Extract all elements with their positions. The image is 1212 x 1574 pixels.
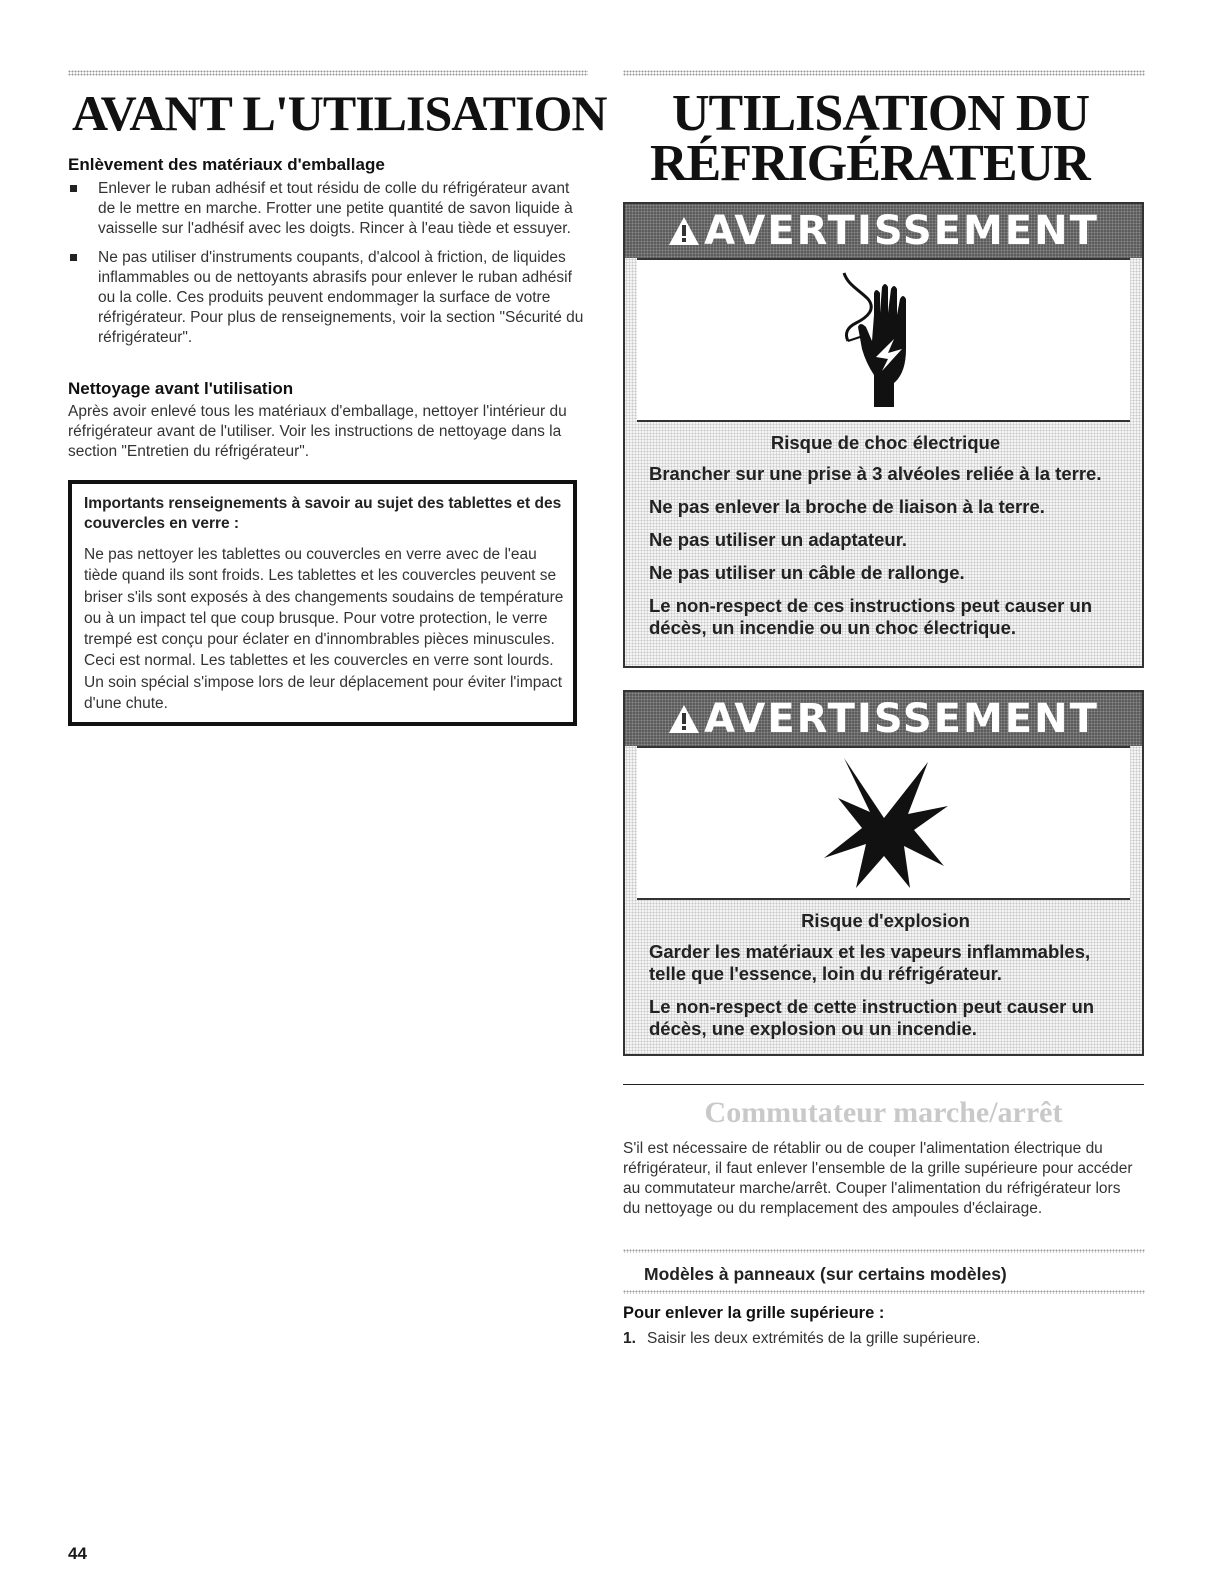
warning-line: Brancher sur une prise à 3 alvéoles reliée à la terre.: [649, 463, 1102, 484]
cleaning-paragraph: Après avoir enlevé tous les matériaux d'emballage, nettoyer l'intérieur du réfrigérateur avant de l'utiliser. Voir les instructions de nettoyage dans la section "Entretien du réfrigérateur".: [68, 403, 567, 460]
list-item: Enlever le ruban adhésif et tout résidu de colle du réfrigérateur avant de le mettre en marche. Frotter une petite quantité de savon liquide à vaisselle sur l'adhésif avec les doigts. Rincer à l'eau tiède et essuyer.: [68, 179, 588, 239]
warning-title: AVERTISSEMENT: [704, 208, 1099, 254]
warning-line: Ne pas utiliser un adaptateur.: [649, 529, 908, 550]
warning-triangle-icon: [668, 704, 700, 734]
step-number: 1.: [623, 1330, 636, 1347]
warning-header: [625, 204, 1142, 258]
switch-section-title: Commutateur marche/arrêt: [704, 1096, 1063, 1129]
packaging-bullet-list: [68, 179, 588, 357]
electric-shock-hand-icon: [637, 258, 1130, 422]
warning-line: Le non-respect de ces instructions peut causer un décès, un incendie ou un choc électrique.: [649, 595, 1093, 638]
step-text: Saisir les deux extrémités de la grille supérieure.: [647, 1330, 981, 1347]
warning-line: Ne pas utiliser un câble de rallonge.: [649, 562, 965, 583]
section-divider: [623, 1084, 1144, 1085]
top-rule-left: [68, 70, 588, 76]
switch-paragraph: S'il est nécessaire de rétablir ou de couper l'alimentation électrique du réfrigérateur, il faut enlever l'ensemble de la grille supérieure pour accéder au commutateur marche/arrêt. Couper l'alimentation du réfrigérateur lors du nettoyage ou du remplacement des ampoules d'éclairage.: [623, 1140, 1133, 1217]
subsection-rule-bottom: [623, 1290, 1145, 1294]
list-item: Ne pas utiliser d'instruments coupants, d'alcool à friction, de liquides inflammables ou de nettoyants abrasifs pour enlever le ruban adhésif ou la colle. Ces produits peuvent endommager la surface de votre réfrigérateur. Pour plus de renseignements, voir la section "Sécurité du réfrigérateur".: [68, 248, 588, 348]
step-item: [623, 1329, 1138, 1349]
subsection-title: Modèles à panneaux (sur certains modèles): [644, 1264, 1007, 1284]
top-rule-right: [623, 70, 1145, 76]
page-title-left: AVANT L'UTILISATION: [72, 85, 607, 141]
warning-line: Ne pas enlever la broche de liaison à la terre.: [649, 496, 1045, 517]
page-title-right-line1: UTILISATION DU: [672, 85, 1090, 142]
info-box-heading: Importants renseignements à savoir au sujet des tablettes et des couvercles en verre :: [84, 495, 562, 532]
warning-line: Garder les matériaux et les vapeurs inflammables, telle que l'essence, loin du réfrigérateur.: [649, 941, 1091, 984]
warning-box-electric: [623, 202, 1144, 668]
info-box-text: Ne pas nettoyer les tablettes ou couvercles en verre avec de l'eau tiède quand ils sont froids. Les tablettes et les couvercles peuvent se briser s'ils sont exposés à des changements soudains de température ou à un impact tel que coup brusque. Pour votre protection, le verre trempé est conçu pour éclater en d'innombrables pièces minuscules. Ceci est normal. Les tablettes et les couvercles en verre sont lourds. Un soin spécial s'impose lors de leur déplacement pour éviter l'impact d'une chute.: [84, 546, 564, 713]
warning-line: Le non-respect de cette instruction peut causer un décès, une explosion ou un incendie.: [649, 996, 1095, 1039]
bullet-square-icon: [70, 254, 77, 261]
page-title-right-line2: RÉFRIGÉRATEUR: [650, 135, 1090, 192]
section-heading-packaging: Enlèvement des matériaux d'emballage: [68, 155, 385, 174]
warning-header: [625, 692, 1142, 746]
warning-title: AVERTISSEMENT: [704, 696, 1099, 742]
explosion-icon: [637, 746, 1130, 900]
section-heading-cleaning: Nettoyage avant l'utilisation: [68, 379, 294, 398]
glass-shelves-info-box: [68, 480, 577, 726]
page-number: 44: [68, 1544, 87, 1563]
warning-risk-title: Risque d'explosion: [801, 910, 970, 931]
subsection-rule-top: [623, 1249, 1145, 1253]
warning-box-explosion: [623, 690, 1144, 1056]
warning-risk-title: Risque de choc électrique: [770, 432, 1001, 453]
step-heading: Pour enlever la grille supérieure :: [623, 1304, 885, 1322]
bullet-square-icon: [70, 185, 77, 192]
warning-triangle-icon: [668, 216, 700, 246]
